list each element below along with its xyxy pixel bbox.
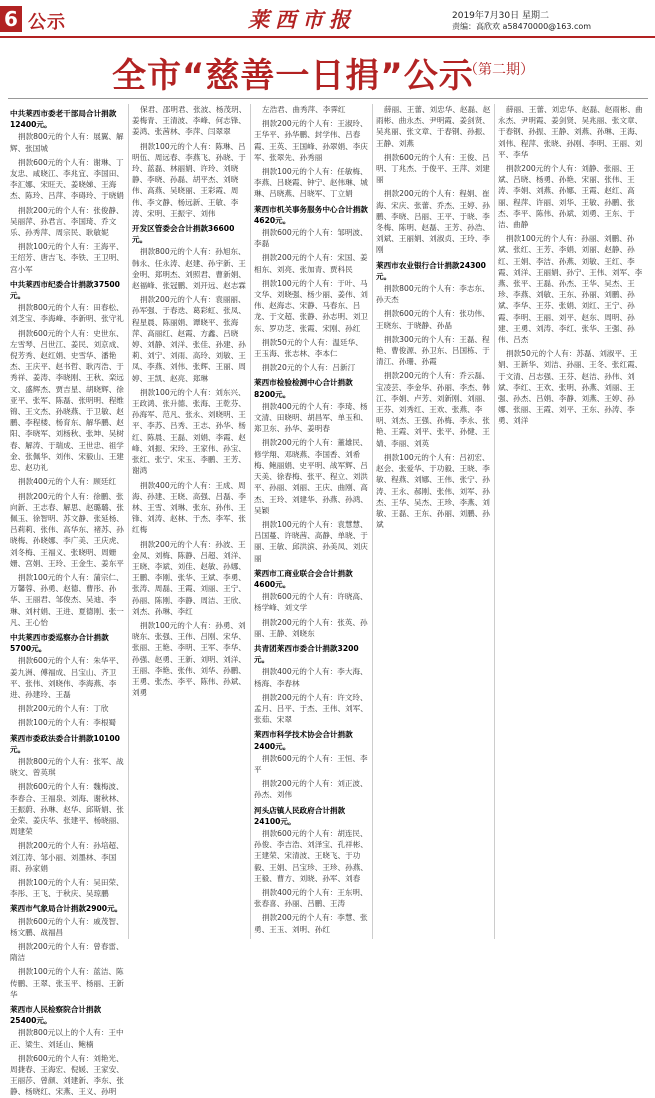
- column-divider: [494, 104, 495, 939]
- donor-list: 捐款600元的个人有：王俊、吕明、丁兆杰、于俊平、王萍、刘建丽: [376, 152, 490, 185]
- newspaper-logo: 莱西市报: [248, 7, 356, 32]
- donor-list: 捐款400元的个人有：王东明、张春喜、孙丽、吕鹏、王涛: [254, 888, 368, 909]
- column-3: [254, 104, 369, 939]
- donor-list: 捐款800元的个人有：李志东、孙天杰: [376, 284, 490, 305]
- unit-heading: 莱西市机关事务服务中心合计捐款4620元。: [254, 204, 368, 225]
- unit-heading: 莱西市工商业联合会合计捐款4600元。: [254, 568, 353, 589]
- donor-list: 捐款100元的个人有：孙勇、刘晓东、张强、王伟、吕刚、宋华、张丽、王艳、李明、王军、李华、孙强、赵勇、王新、刘明、刘洋、王丽、李艳、张伟、刘华、孙鹏、王勇、张杰、李平、陈伟、孙斌、刘勇: [132, 620, 246, 698]
- donor-list: 捐款20元的个人有：吕新汀: [262, 363, 356, 373]
- donor-list: 捐款600元的个人有：魏梅波、李春合、王福泉、刘海、谢秋林、王振蔚、孙琳、赵华、邱斯娟、张金荣、姜庆华、张建平、杨晓丽、周建荣: [10, 782, 124, 837]
- donor-list: 捐款800元的个人有：孙旭东、韩永、任永涛、赵建、孙宇新、王金明、郑明杰、刘照君、曹新娟、赵福峰、张冠鹏、刘开远、赵志霖: [132, 247, 246, 291]
- donor-list: 捐款200元的个人有：程娟、崔海、宋庆、张蕾、乔杰、王婷、孙鹏、李晓、吕丽、王平、于晓、李冬梅、陈明、赵磊、王芳、孙浩、刘斌、王丽娟、刘淑贞、王玲、李刚: [376, 189, 490, 255]
- donor-list: 捐款200元的个人有：孙培超、刘江涛、邹小丽、刘墨林、李国雨、孙家娟: [10, 841, 124, 873]
- headline-rule: [8, 98, 648, 99]
- page-number: 6: [0, 6, 22, 32]
- donor-list: 捐款100元的个人有：蓝洁、陈传鹏、王翠、张玉平、杨丽、王新华: [10, 967, 124, 999]
- donor-list: 捐款200元的个人有：刘正波、孙杰、刘伟: [254, 779, 368, 800]
- unit-heading: 莱西市检验检测中心合计捐款8200元。: [254, 378, 353, 399]
- column-5: [498, 104, 646, 939]
- page-header: [0, 0, 655, 38]
- donor-list: 捐款100元的个人有：王海平、王绍芳、唐吉飞、李铁、王卫明、宫小军: [10, 242, 124, 274]
- donor-list: 捐款200元的个人有：张英、孙丽、王静、刘晓东: [254, 617, 368, 638]
- header-rule: [0, 36, 655, 38]
- unit-heading: 莱西市人民检察院合计捐款25400元。: [10, 1005, 102, 1026]
- donor-list: 捐款200元的个人有：宋国、姜相东、刘亮、张加青、贾科民: [254, 253, 368, 274]
- donor-list: 捐款100元的个人有：于叶、马文华、刘晓强、杨少丽、姜伟、刘伟、赵海志、宋静、马春东、吕龙、于文超、张静、孙志明、刘卫东、罗功芝、张霞、宋刚、孙红: [254, 278, 368, 333]
- donor-list: 捐款100元的个人有：任敏梅、李燕、吕晓霞、钟宁、赵伟琳、城琳、吕晓燕、吕晓军、丁立娟: [254, 167, 368, 199]
- column-4: [376, 104, 491, 939]
- donor-list: 捐款600元的个人有：胡连民、孙俊、李吉浩、刘泽宝、孔祥彬、王建荣、宋清波、王晓飞、于功毅、王娟、吕宝珍、王珍、孙燕、王毅、曹方、刘晓、孙军、刘春: [254, 828, 368, 883]
- donor-list: 捐款600元的个人有：朱华平、姜九洲、傅福成、吕宝山、齐卫平、张伟、刘晓伟、李海燕、李进、孙建玲、王磊: [10, 656, 124, 699]
- donor-list: 捐款100元的个人有：孙丽、刘鹏、孙斌、张红、王芳、李娟、刘丽、赵静、孙红、王娟、李洁、孙燕、刘敏、王红、李霞、刘洋、王丽娟、孙宁、王伟、刘军、李燕、张平、王磊、孙杰、王华、吴杰、王珍、李燕、刘敏、王东、孙丽、刘鹏、孙斌、李华、王芬、张娟、刘红、王宁、孙霞、李明、王丽、刘平、赵东、周明、孙建、王勇、刘涛、李红、张华、王强、孙伟、吕杰: [498, 234, 643, 345]
- unit-heading: 莱西市委政法委合计捐款10100元。: [10, 733, 120, 754]
- unit-heading: 河头店镇人民政府合计捐款24100元。: [254, 805, 346, 826]
- donor-list: 捐款100元的个人有：刘东兴、王政鸿、张升德、张海、王乾芬、孙海军、范凡、张永、刘晓明、王平、李苏、吕秀、王志、孙华、杨红、陈晨、王磊、刘娟、李霞、赵峰、刘振、宋玲、王家伟、孙宝、张红、张宁、宋玉、李鹏、王芳、谢鸿: [132, 387, 246, 476]
- donor-list: 捐款600元的个人有：张功伟、王晓东、于晓静、孙晶: [376, 309, 490, 330]
- donor-list: 薛丽、王蕾、刘忠华、赵磊、赵雨彬、曲永杰、尹明霞、姜剑贤、吴兆丽、张文章、于春钢、孙振、王静、刘燕: [376, 105, 491, 148]
- donor-list: 保君、邵明君、张波、杨茂玥、姜梅青、王清波、李峰、何志锋、姜鸿、张茜林、李萍、闫翠翠: [132, 105, 247, 137]
- donor-list: 捐款800元的个人有：展翼、解辉、张国城: [10, 132, 124, 153]
- column-divider: [250, 104, 251, 939]
- donor-list: 捐款600元的个人有：许晓高、杨学峰、刘文学: [254, 592, 368, 613]
- unit-heading: 莱西市农业银行合计捐款24300元。: [376, 260, 486, 281]
- donor-list: 捐款400元的个人有：李琦、杨文清、田晓明、胡昌军、单玉和、郑卫东、孙华、姜明春: [254, 401, 368, 434]
- donor-list: 捐款200元的个人有：李慧、张勇、王玉、刘明、孙红: [254, 913, 368, 934]
- donor-list: 捐款200元的个人有：张俊静、吴丽萍、孙君言、李国琦、乔文乐、孙秀萍、周宗民、耿敏妮: [10, 205, 124, 238]
- unit-heading: 莱西市科学技术协会合计捐款2400元。: [254, 730, 353, 751]
- donor-list: 捐款100元的个人有：袁慧慧、吕国蔓、许晓茜、高静、单晓、于丽、王敏、邱洪滨、孙美凤、刘庆丽: [254, 519, 368, 563]
- section-label: 公示: [28, 12, 66, 33]
- donor-list: 捐款100元的个人有：吕初宏、赵会、张爱华、于功毅、王晓、李敏、程燕、刘娜、王伟、张宁、孙涛、王永、郝刚、张伟、刘军、孙杰、王华、吴杰、王珍、李燕、刘敏、王磊、王东、孙丽、刘鹏、孙斌: [376, 452, 490, 530]
- donor-list: 捐款100元的个人有：吴田荣、李彤、王飞、于秋庆、吴琼鹏: [10, 878, 124, 899]
- column-2: [132, 104, 247, 939]
- donor-list: 捐款200元的个人有：曾春雷、隋洁: [10, 942, 124, 963]
- column-divider: [128, 104, 129, 939]
- headline: [0, 46, 655, 98]
- unit-heading: 中共莱西市委巡察办合计捐款5700元。: [10, 632, 109, 654]
- donor-list: 捐款200元的个人有：董雄民、修学翔、邓晓燕、李国香、刘希梅、鲍丽娟、史平明、战军辉、吕天美、徐春梅、张平、程立、刘洪平、孙丽、刘丽、王庆、曲刚、高杰、王玲、刘建华、孙燕、孙鸿、吴颖: [254, 438, 368, 515]
- donor-list: 捐款600元的个人有：谢琳、丁友忠、咸晓江、李兆宜、李国田、李汇娜、宋旺天、姜晓娣、王海杰、陈玲、吕萍、李碍玲、于晓娟: [10, 157, 124, 201]
- donor-list: 捐款200元的个人有：王淑玲、王华平、孙华鹏、封学伟、吕春霞、王英、王国峰、孙翠娟、李庆军、张翠先、孙秀丽: [254, 119, 368, 162]
- column-divider: [372, 104, 373, 939]
- donor-list: 捐款200元的个人有：丁欣: [18, 704, 109, 714]
- donor-list: 捐款400元的个人有：顾廷红: [18, 477, 117, 487]
- column-1: [10, 104, 125, 1097]
- donor-list: 捐款200元的个人有：孙波、王金凤、刘梅、陈静、吕超、刘洋、王晓、李斌、刘佳、赵敏、孙娜、王鹏、李刚、张华、王斌、李勇、张涛、周磊、王霞、刘丽、王宁、孙丽、陈刚、李静、周洁、王欣、刘杰、孙琳、李红: [132, 539, 246, 616]
- issue-date: 2019年7月30日 星期二: [452, 11, 549, 21]
- donor-list: 捐款400元的个人有：王成、周海、孙建、王晓、高强、吕磊、李林、王雪、刘琳、张东、孙伟、王锋、刘涛、赵林、于杰、李军、张红梅: [132, 480, 246, 535]
- donor-list: 捐款100元的个人有：蒲宗仁、万馨蓉、孙勇、赵德、曹彤、孙华、王丽君、邹俊杰、吴迪、李琳、刘村娟、王进、夏德刚、张一凡、王心怡: [10, 572, 124, 627]
- donor-list: 捐款200元的个人有：乔云磊、宝凌芸、李金华、孙丽、李杰、韩江、李娟、卢芳、刘新刚、刘丽、王芬、刘秀红、王欢、张燕、李明、刘杰、王强、孙梅、李永、张艳、王霞、刘平、张平、孙健、王婧、李丽、刘英: [376, 371, 490, 448]
- donor-list: 捐款50元的个人有：温廷华、王玉海、张志林、李本仁: [254, 337, 363, 359]
- donor-list: 捐款600元的个人有：刘艳光、周捷春、王海宏、倪媛、王家安、王丽莎、曾颜、刘建新、李东、张静、杨晓红、宋燕、王义、孙明: [10, 1053, 124, 1097]
- donor-list: 捐款200元的个人有：徐鹏、张向新、王志春、解思、赵璐璐、张佩玉、徐智明、苏文静、张延杨、吕莉莉、张伟、高华东、褚苏、孙晓梅、孙晓娜、李广美、王庆虎、刘冬梅、王福义、张晓明、周姗姗、宫娟、王玲、王金生、姜东平: [10, 491, 124, 568]
- donor-list: 捐款50元的个人有：苏磊、刘淑平、王娟、王新华、刘洁、孙丽、王冬、张红霞、于文清、吕志强、王芬、赵洁、孙伟、刘斌、李红、王欢、张明、孙燕、刘丽、王强、孙杰、吕娟、李静、刘燕、王婷、孙娜、张丽、王霞、刘平、王东、孙涛、李勇、刘洋: [498, 349, 643, 426]
- donor-list: 薛丽、王蕾、刘忠华、赵磊、赵雨彬、曲永杰、尹明霞、姜剑贤、吴兆丽、张文章、于春钢、孙振、王静、刘燕、孙琳、王海、刘伟、程萍、张晓、孙刚、李明、王丽、刘平、李华: [498, 105, 643, 159]
- donor-list: 捐款600元的个人有：戚茂智、杨文鹏、战福昌: [10, 916, 124, 937]
- unit-heading: 开发区管委会合计捐款36600元。: [132, 224, 235, 245]
- donor-list: 捐款800元的个人有：张军、战晓文、曾英琪: [10, 756, 124, 778]
- donor-list: 捐款200元的个人有：袁丽丽、孙军强、于春迭、葛彩虹、张凤、程星晨、陈丽娟、谭晓平、张海萍、高丽红、赵霞、方鑫、吕晓婷、刘静、刘洋、张佳、孙建、孙莉、刘宁、刘雨、高玲、刘敏、王凤、李燕、刘伟、张辉、王丽、周婷、王凯、赵亮、郑琳: [132, 295, 246, 383]
- donor-list: 捐款600元的个人有：王恒、李平: [254, 753, 368, 774]
- unit-heading: 中共莱西市纪委合计捐款37500元。: [10, 279, 120, 301]
- donor-list: 捐款100元的个人有：李根蜀: [18, 718, 117, 728]
- donor-list: 捐款800元的个人有：田春松、刘芝宝、李海峰、李新明、张守礼: [10, 303, 124, 324]
- donor-list: 捐款600元的个人有：邹明波、李磊: [254, 228, 368, 249]
- headline-sub: （第二期）: [464, 62, 534, 78]
- editor-line: 责编：高欣欢 a58470000@163.com: [452, 22, 592, 31]
- headline-main: 全市“慈善一日捐”公示: [112, 56, 474, 96]
- donor-list: 捐款200元的个人有：许文玲、孟月、吕平、于杰、王伟、刘军、张茹、宋翠: [254, 692, 368, 725]
- donor-list: 捐款800元以上的个人有：王中正、梁生、刘延山、鲍楠: [10, 1028, 124, 1049]
- donor-list: 捐款200元的个人有：刘静、张丽、王斌、吕晓、杨勇、孙艳、宋丽、张伟、王涛、李娟、刘燕、孙娜、王霞、赵红、高丽、程萍、许丽、刘华、王敏、孙鹏、张杰、李平、陈伟、孙斌、刘勇、王东、于洁、曲静: [498, 164, 635, 230]
- donor-list: 左浩君、曲秀萍、李霁红: [262, 105, 346, 114]
- donor-list: 捐款300元的个人有：王磊、程艳、曹俊源、孙卫东、吕国栋、于清江、孙珊、孙霞: [376, 334, 490, 367]
- unit-heading: 莱西市气象局合计捐款2900元。: [10, 904, 123, 914]
- donor-list: 捐款400元的个人有：李大海、杨海、李春林: [254, 667, 368, 688]
- unit-heading: 共青团莱西市委合计捐款3200元。: [254, 643, 359, 665]
- donor-list: 捐款100元的个人有：陈琳、吕明伍、周远春、李燕飞、孙晓、于玲、蓝磊、林丽娟、许玲、刘晓静、李晓、孙磊、胡平杰、刘晓伟、高燕、吴晓丽、王彩霞、周伟、李文静、杨远新、王敏、李涛、宋明、王振宇、刘伟: [132, 141, 246, 218]
- donor-list: 捐款600元的个人有：史世东、左雪琴、吕世江、姜民、刘京成、倪芳秀、赵红娟、史雪华、潘艳杰、王庆平、赵书哲、耿丙浩、于秀祥、姜涛、李晓刚、王秋、栾远文、盛辉杰、贾吉星、胡晓辉、徐亚平、张军、陈磊、张明明、程维锦、王文杰、孙晓燕、于卫敏、赵鹏、李程楼、杨育东、解华鹏、赵阳、李晓军、刘杨秋、张坤、吴树春、解涛、于瑞成、王世忠、祖学金、张佩华、刘伟、宋毅山、王建忠、赵功礼: [10, 328, 124, 473]
- unit-heading: 中共莱西市委老干部局合计捐款12400元。: [10, 109, 117, 130]
